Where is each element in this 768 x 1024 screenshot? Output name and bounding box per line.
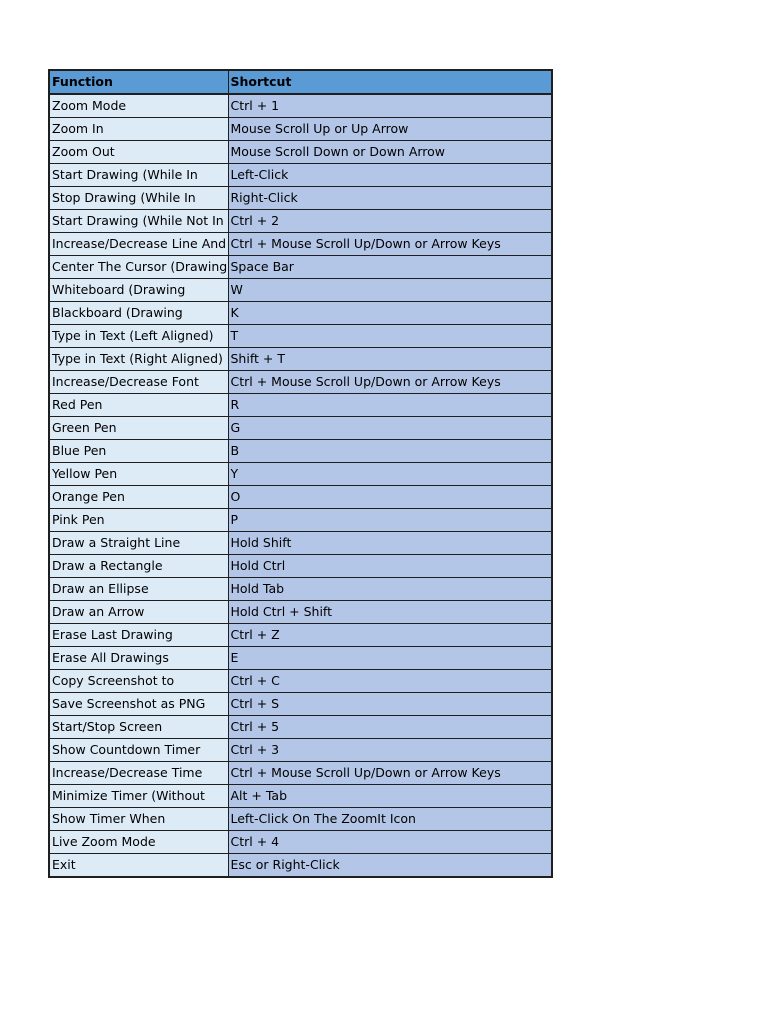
shortcut-cell: B (228, 440, 552, 463)
table-row (49, 187, 552, 210)
column-header-function: Function (49, 70, 228, 94)
shortcut-cell: T (228, 325, 552, 348)
shortcut-cell: Ctrl + S (228, 693, 552, 716)
table-row (49, 624, 552, 647)
shortcut-cell: O (228, 486, 552, 509)
table-header (49, 70, 552, 94)
shortcut-cell: Ctrl + 2 (228, 210, 552, 233)
shortcut-cell: Alt + Tab (228, 785, 552, 808)
table-row (49, 94, 552, 118)
table-row (49, 394, 552, 417)
function-cell: Draw an Arrow (49, 601, 228, 624)
table-row (49, 854, 552, 878)
table-row (49, 371, 552, 394)
shortcut-cell: Mouse Scroll Down or Down Arrow (228, 141, 552, 164)
shortcut-cell: Ctrl + Mouse Scroll Up/Down or Arrow Keys (228, 762, 552, 785)
shortcut-cell: Mouse Scroll Up or Up Arrow (228, 118, 552, 141)
function-cell: Save Screenshot as PNG (49, 693, 228, 716)
function-cell: Draw a Straight Line (49, 532, 228, 555)
shortcut-cell: Left-Click On The ZoomIt Icon (228, 808, 552, 831)
table-row (49, 417, 552, 440)
table-row (49, 325, 552, 348)
function-cell: Zoom Mode (49, 94, 228, 118)
shortcut-cell: Hold Ctrl (228, 555, 552, 578)
function-cell: Live Zoom Mode (49, 831, 228, 854)
table-row (49, 670, 552, 693)
shortcut-cell: Ctrl + Mouse Scroll Up/Down or Arrow Keys (228, 371, 552, 394)
table-row (49, 486, 552, 509)
table-row (49, 716, 552, 739)
shortcut-table (48, 69, 553, 878)
shortcut-cell: Ctrl + 5 (228, 716, 552, 739)
header-row (49, 70, 552, 94)
shortcut-cell: Y (228, 463, 552, 486)
table-row (49, 693, 552, 716)
shortcut-cell: Ctrl + 4 (228, 831, 552, 854)
function-cell: Yellow Pen (49, 463, 228, 486)
table-row (49, 578, 552, 601)
function-cell: Increase/Decrease Line And (49, 233, 228, 256)
table-row (49, 601, 552, 624)
function-cell: Exit (49, 854, 228, 878)
shortcut-cell: K (228, 302, 552, 325)
shortcut-cell: W (228, 279, 552, 302)
table-row (49, 440, 552, 463)
function-cell: Orange Pen (49, 486, 228, 509)
function-cell: Copy Screenshot to (49, 670, 228, 693)
function-cell: Draw an Ellipse (49, 578, 228, 601)
function-cell: Zoom Out (49, 141, 228, 164)
function-cell: Type in Text (Right Aligned) (49, 348, 228, 371)
shortcut-cell: Ctrl + Z (228, 624, 552, 647)
shortcut-cell: Space Bar (228, 256, 552, 279)
function-cell: Draw a Rectangle (49, 555, 228, 578)
function-cell: Stop Drawing (While In (49, 187, 228, 210)
table-row (49, 831, 552, 854)
shortcut-cell: P (228, 509, 552, 532)
shortcut-cell: Hold Ctrl + Shift (228, 601, 552, 624)
function-cell: Start Drawing (While Not In (49, 210, 228, 233)
table-row (49, 509, 552, 532)
table-row (49, 164, 552, 187)
function-cell: Minimize Timer (Without (49, 785, 228, 808)
table-row (49, 555, 552, 578)
shortcut-cell: Left-Click (228, 164, 552, 187)
function-cell: Center The Cursor (Drawing (49, 256, 228, 279)
shortcut-cell: R (228, 394, 552, 417)
function-cell: Increase/Decrease Time (49, 762, 228, 785)
function-cell: Zoom In (49, 118, 228, 141)
table-row (49, 348, 552, 371)
shortcut-cell: Ctrl + 3 (228, 739, 552, 762)
function-cell: Type in Text (Left Aligned) (49, 325, 228, 348)
table-row (49, 463, 552, 486)
table-row (49, 233, 552, 256)
function-cell: Increase/Decrease Font (49, 371, 228, 394)
function-cell: Show Countdown Timer (49, 739, 228, 762)
shortcut-cell: Ctrl + Mouse Scroll Up/Down or Arrow Keys (228, 233, 552, 256)
table-row (49, 532, 552, 555)
table-row (49, 118, 552, 141)
table-row (49, 210, 552, 233)
function-cell: Green Pen (49, 417, 228, 440)
function-cell: Red Pen (49, 394, 228, 417)
shortcut-cell: Ctrl + C (228, 670, 552, 693)
function-cell: Erase All Drawings (49, 647, 228, 670)
function-cell: Blackboard (Drawing (49, 302, 228, 325)
table-row (49, 808, 552, 831)
table-row (49, 302, 552, 325)
shortcut-cell: Hold Tab (228, 578, 552, 601)
shortcut-table-container (48, 69, 551, 878)
shortcut-cell: G (228, 417, 552, 440)
shortcut-cell: Esc or Right-Click (228, 854, 552, 878)
function-cell: Show Timer When (49, 808, 228, 831)
table-row (49, 279, 552, 302)
function-cell: Start Drawing (While In (49, 164, 228, 187)
shortcut-cell: Hold Shift (228, 532, 552, 555)
function-cell: Erase Last Drawing (49, 624, 228, 647)
table-row (49, 739, 552, 762)
function-cell: Start/Stop Screen (49, 716, 228, 739)
table-row (49, 647, 552, 670)
shortcut-cell: Ctrl + 1 (228, 94, 552, 118)
table-row (49, 256, 552, 279)
table-row (49, 141, 552, 164)
shortcut-cell: Right-Click (228, 187, 552, 210)
column-header-shortcut: Shortcut (228, 70, 552, 94)
shortcut-cell: Shift + T (228, 348, 552, 371)
function-cell: Whiteboard (Drawing (49, 279, 228, 302)
table-row (49, 762, 552, 785)
function-cell: Blue Pen (49, 440, 228, 463)
table-row (49, 785, 552, 808)
table-body (49, 94, 552, 877)
shortcut-cell: E (228, 647, 552, 670)
function-cell: Pink Pen (49, 509, 228, 532)
